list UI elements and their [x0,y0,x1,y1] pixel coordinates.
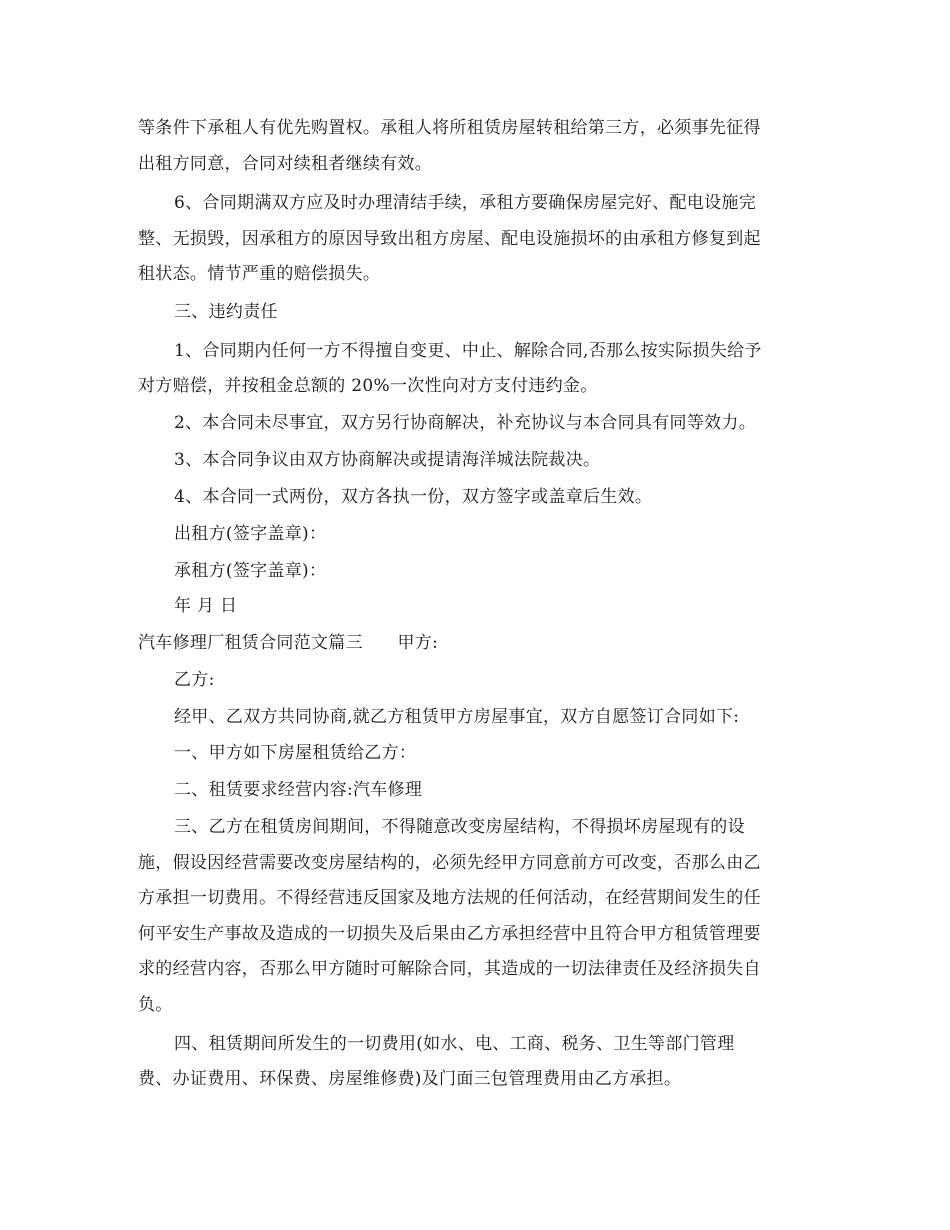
text-line: 方承担一切费用。不得经营违反国家及地方法规的任何活动，在经营期间发生的任 [138,888,761,908]
text-line: 费、办证费用、环保费、房屋维修费)及门面三包管理费用由乙方承担。 [138,1069,682,1089]
text-line: 三、乙方在租赁房间期间，不得随意改变房屋结构，不得损坏房屋现有的设 [174,817,745,837]
text-line: 3、本合同争议由双方协商解决或提请海洋城法院裁决。 [174,450,601,470]
text-line: 出租方同意，合同对续租者继续有效。 [138,154,433,174]
text-line: 负。 [138,995,173,1015]
text-line: 1、合同期内任何一方不得擅自变更、中止、解除合同,否那么按实际损失给予 [174,341,762,361]
text-line: 对方赔偿，并按租金总额的 20%一次性向对方支付违约金。 [138,376,598,396]
text-line: 整、无损毁，因承租方的原因导致出租方房屋、配电设施损坏的由承租方修复到起 [138,229,761,249]
text-line: 求的经营内容，否那么甲方随时可解除合同，其造成的一切法律责任及经济损失自 [138,959,761,979]
signature-lessor: 出租方(签字盖章)： [174,524,327,544]
text-line: 6、合同期满双方应及时办理清结手续，承租方要确保房屋完好、配电设施完 [174,193,757,213]
section-heading: 三、违约责任 [174,302,278,322]
text-line: 2、本合同未尽事宜，双方另行协商解决，补充协议与本合同具有同等效力。 [174,413,757,433]
text-line: 一、甲方如下房屋租赁给乙方： [174,743,417,763]
text-line: 4、本合同一式两份，双方各执一份，双方签字或盖章后生效。 [174,487,653,507]
text-line: 租状态。情节严重的赔偿损失。 [138,264,381,284]
text-line: 何平安生产事故及造成的一切损失及后果由乙方承担经营中且符合甲方租赁管理要 [138,924,761,944]
section-title: 汽车修理厂租赁合同范文篇三 甲方: [138,633,439,653]
date-line: 年 月 日 [174,596,238,616]
text-line: 施，假设因经营需要改变房屋结构的，必须先经甲方同意前方可改变，否那么由乙 [138,853,761,873]
party-b-line: 乙方: [174,670,215,690]
text-line: 等条件下承租人有优先购置权。承租人将所租赁房屋转租给第三方，必须事先征得 [138,118,761,138]
text-line: 二、租赁要求经营内容:汽车修理 [174,780,423,800]
text-line: 经甲、乙双方共同协商,就乙方租赁甲方房屋事宜，双方自愿签订合同如下: [174,707,740,727]
text-line: 四、租赁期间所发生的一切费用(如水、电、工商、税务、卫生等部门管理 [174,1034,735,1054]
signature-lessee: 承租方(签字盖章)： [174,561,327,581]
